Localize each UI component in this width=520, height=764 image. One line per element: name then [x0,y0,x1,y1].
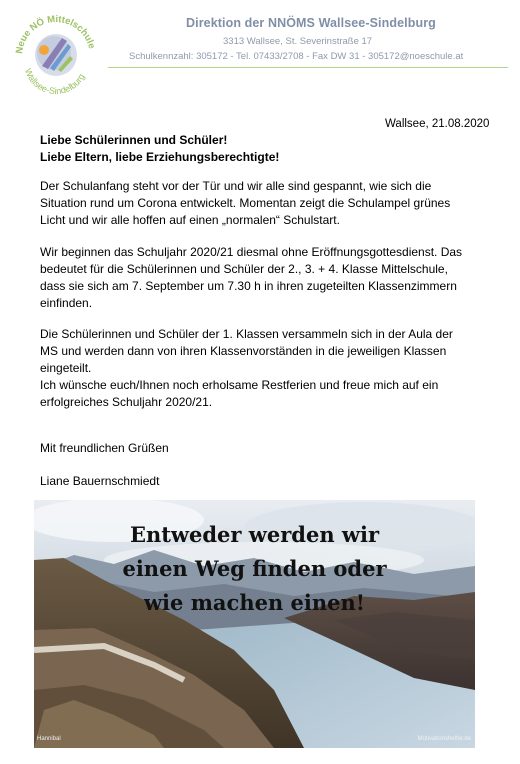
logo-text-bottom: Wallsee-Sindelburg [22,67,87,97]
text-line: Die Schülerinnen und Schüler der 1. Klassen versammeln sich in der Aula der [40,327,453,341]
letterhead-title: Direktion der NNÖMS Wallsee-Sindelburg [186,16,436,30]
text-line: eingeteilt. [40,361,92,375]
paragraph-schedule [40,244,495,312]
text-line: dass sie sich am 7. September um 7.30 h in ihren zugeteilten Klassenzimmern [40,279,457,293]
text-line: Situation rund um Corona entwickelt. Momentan zeigt die Schulampel grünes [40,196,451,210]
poster-quote [34,518,475,620]
text-line: Der Schulanfang steht vor der Tür und wir alle sind gespannt, wie sich die [40,179,432,193]
paragraph-first-classes [40,326,495,411]
paragraph-school-start [40,178,495,229]
letter-date: Wallsee, 21.08.2020 [385,118,490,130]
text-line: MS und werden dann von ihren Klassenvorständen in die jeweiligen Klassen [40,344,447,358]
text-line: Licht und wir alle hoffen auf einen „normalen“ Schulstart. [40,213,340,227]
letterhead-divider [108,67,508,68]
quote-line: einen Weg finden oder [122,556,387,581]
letterhead-contact: Schulkennzahl: 305172 - Tel. 07433/2708 - Fax DW 31 - 305172@noeschule.at [129,51,464,62]
school-logo [10,8,102,100]
poster-credit-author: Hannibal [37,736,61,742]
letterhead-address: 3313 Wallsee, St. Severinstraße 17 [223,36,373,47]
text-line: einfinden. [40,296,93,310]
poster-credit-source: Motivationshelfer.de [417,736,471,742]
greeting-students: Liebe Schülerinnen und Schüler! [40,133,228,147]
closing-phrase: Mit freundlichen Grüßen [40,441,169,455]
quote-line: wie machen einen! [143,590,365,615]
text-line: erfolgreiches Schuljahr 2020/21. [40,395,213,409]
text-line: Ich wünsche euch/Ihnen noch erholsame Restferien und freue mich auf ein [40,378,439,392]
quote-line: Entweder werden wir [129,522,380,547]
signature-name: Liane Bauernschmiedt [40,474,160,488]
greeting-parents: Liebe Eltern, liebe Erziehungsberechtigte! [40,150,280,164]
text-line: Wir beginnen das Schuljahr 2020/21 diesmal ohne Eröffnungsgottesdienst. Das [40,245,463,259]
text-line: bedeutet für die Schülerinnen und Schüler der 2., 3. + 4. Klasse Mittelschule, [40,262,448,276]
logo-text-top: Neue NÖ Mittelschule [13,13,98,55]
quote-poster-image [34,500,475,748]
